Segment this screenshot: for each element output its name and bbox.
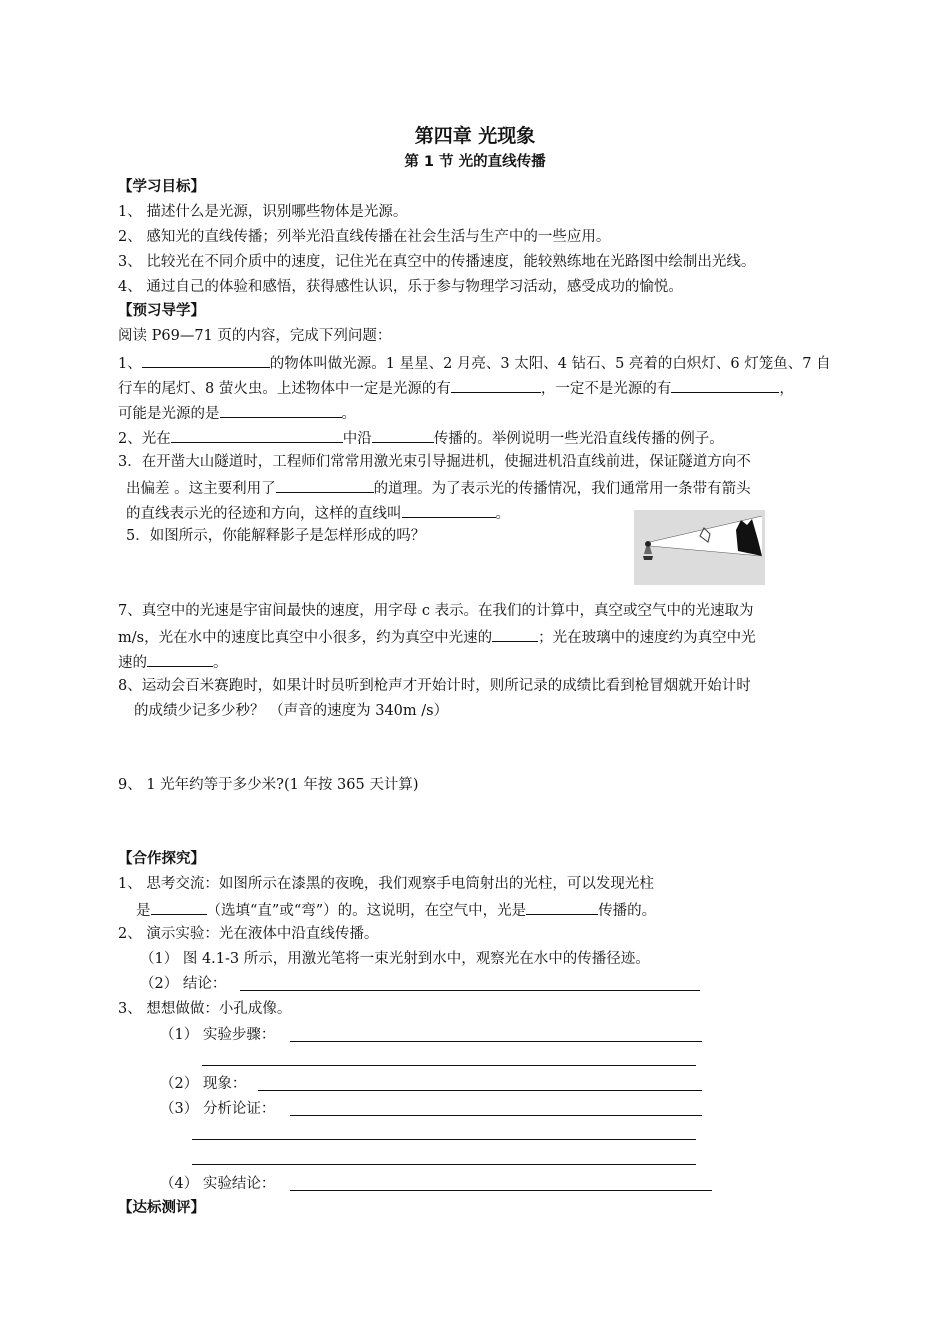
coop-3-step-3: （3） 分析论证： [160, 1101, 276, 1117]
coop-2: 2、 演示实验：光在液体中沿直线传播。 [118, 926, 379, 942]
goal-item: 2、 感知光的直线传播；列举光沿直线传播在社会生活与生产中的一些应用。 [118, 229, 611, 245]
blank[interactable] [276, 477, 374, 493]
test-heading: 【达标测评】 [118, 1200, 205, 1216]
blank[interactable] [171, 427, 343, 443]
answer-line[interactable] [202, 1065, 696, 1066]
coop-1-line-2: 是 （选填“直”或“弯”）的。这说明，在空气中，光是 传播的。 [136, 899, 656, 921]
answer-line[interactable] [192, 1139, 696, 1140]
blank[interactable] [147, 651, 213, 667]
chapter-title: 第四章 光现象 [414, 125, 536, 147]
question-9: 9、 1 光年约等于多少米?(1 年按 365 天计算) [118, 777, 419, 793]
question-3-line-2: 出偏差 。这主要利用了 的道理。为了表示光的传播情况，我们通常用一条带有箭头 [126, 477, 751, 499]
question-1-line-1: 1、 的物体叫做光源。1 星星、2 月亮、3 太阳、4 钻石、5 亮着的白炽灯、6 灯笼鱼、7 自 [118, 352, 831, 374]
blank[interactable] [142, 352, 270, 368]
question-3-line-3: 的直线表示光的径迹和方向，这样的直线叫 。 [126, 502, 510, 524]
coop-3-step-1: （1） 实验步骤： [160, 1027, 276, 1043]
blank[interactable] [492, 626, 538, 642]
answer-line[interactable] [290, 1115, 702, 1116]
blank[interactable] [402, 502, 496, 518]
coop-2-step-1: （1） 图 4.1-3 所示，用激光笔将一束光射到水中，观察光在水中的传播径迹。 [140, 951, 650, 967]
blank[interactable] [151, 899, 207, 915]
question-8-line-1: 8、运动会百米赛跑时，如果计时员听到枪声才开始计时，则所记录的成绩比看到枪冒烟就开始计时 [118, 678, 751, 694]
question-7-line-2: m/s，光在水中的速度比真空中小很多，约为真空中光速的 ；光在玻璃中的速度约为真空中光 [118, 626, 756, 648]
blank[interactable] [526, 899, 598, 915]
coop-heading: 【合作探究】 [118, 851, 205, 867]
blank[interactable] [671, 377, 779, 393]
coop-1-line-1: 1、 思考交流：如图所示在漆黑的夜晚，我们观察手电筒射出的光柱，可以发现光柱 [118, 876, 654, 892]
goal-item: 1、 描述什么是光源，识别哪些物体是光源。 [118, 204, 408, 220]
coop-2-step-2: （2） 结论： [140, 976, 227, 992]
coop-3: 3、 想想做做：小孔成像。 [118, 1001, 292, 1017]
question-8-line-2: 的成绩少记多少秒？ （声音的速度为 340m /s） [134, 703, 449, 719]
question-7-line-1: 7、真空中的光速是宇宙间最快的速度，用字母 c 表示。在我们的计算中，真空或空气中的光速取为 [118, 603, 754, 619]
goal-item: 3、 比较光在不同介质中的速度，记住光在真空中的传播速度，能较熟练地在光路图中绘制出光线。 [118, 254, 756, 270]
blank[interactable] [372, 427, 434, 443]
blank[interactable] [451, 377, 541, 393]
question-2: 2、光在 中沿 传播的。举例说明一些光沿直线传播的例子。 [118, 427, 724, 449]
blank[interactable] [220, 402, 342, 418]
section-title: 第 1 节 光的直线传播 [404, 154, 546, 170]
coop-3-step-4: （4） 实验结论： [160, 1176, 276, 1192]
coop-3-step-2: （2） 现象： [160, 1076, 247, 1092]
answer-line[interactable] [192, 1164, 696, 1165]
goals-heading: 【学习目标】 [118, 179, 205, 195]
goal-item: 4、 通过自己的体验和感悟，获得感性认识，乐于参与物理学习活动，感受成功的愉悦。 [118, 279, 683, 295]
shadow-figure [634, 510, 765, 585]
answer-line[interactable] [258, 1090, 702, 1091]
answer-line[interactable] [290, 1041, 702, 1042]
answer-line[interactable] [290, 1190, 712, 1191]
question-3-line-1: 3．在开凿大山隧道时，工程师们常常用激光束引导掘进机，使掘进机沿直线前进，保证隧道方向不 [118, 454, 751, 470]
preview-heading: 【预习导学】 [118, 303, 205, 319]
question-1-line-3: 可能是光源的是 。 [118, 402, 356, 424]
preview-intro: 阅读 P69—71 页的内容，完成下列问题： [118, 328, 392, 344]
question-1-line-2: 行车的尾灯、8 萤火虫。上述物体中一定是光源的有 ，一定不是光源的有 ， [118, 377, 794, 399]
shadow-illustration [634, 510, 765, 585]
question-7-line-3: 速的 。 [118, 651, 228, 673]
question-5: 5．如图所示，你能解释影子是怎样形成的吗？ [126, 528, 426, 544]
answer-line[interactable] [240, 990, 700, 991]
